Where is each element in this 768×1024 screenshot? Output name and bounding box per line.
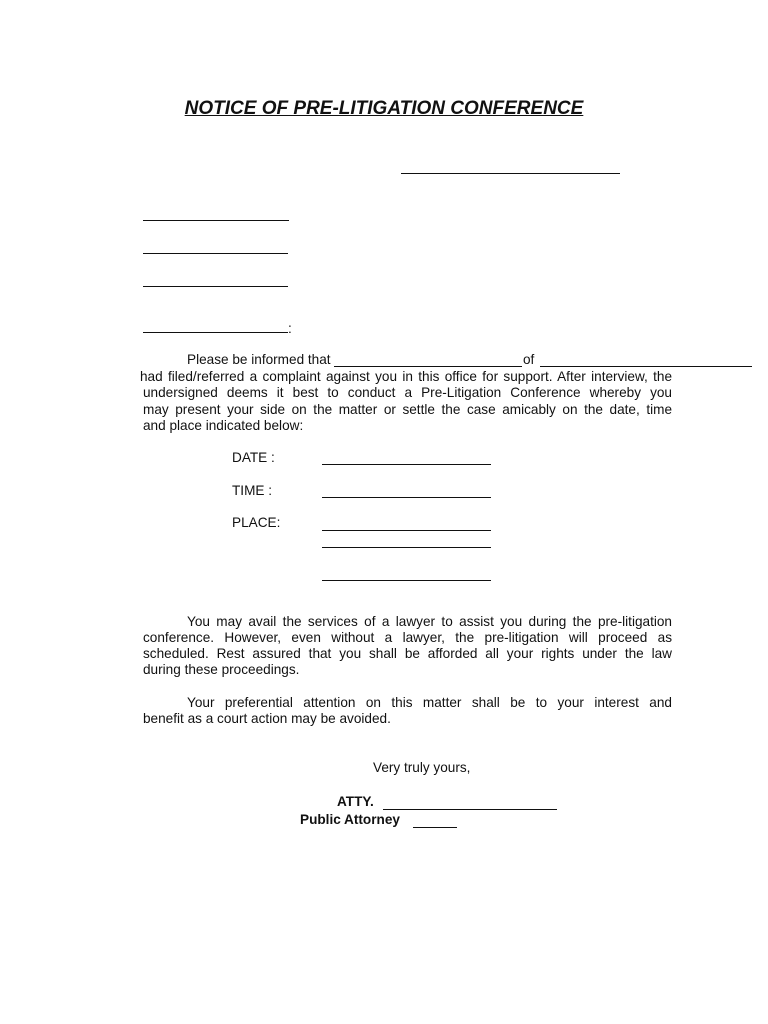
- conference-place-blank-1[interactable]: [322, 530, 491, 531]
- paragraph1-lead: Please be informed that: [187, 352, 331, 367]
- date-blank[interactable]: [401, 173, 620, 174]
- conference-date-blank[interactable]: [322, 464, 491, 465]
- paragraph1-line: may present your side on the matter or settle the case amicably on the date, time: [143, 402, 672, 417]
- time-label: TIME :: [232, 483, 273, 498]
- paragraph1-of: of: [523, 352, 535, 367]
- recipient-address-blank-1[interactable]: [143, 253, 288, 254]
- complainant-address-blank[interactable]: [540, 366, 752, 367]
- paragraph2-line: during these proceedings.: [143, 662, 300, 677]
- complainant-blank[interactable]: [334, 366, 522, 367]
- paragraph2-line: scheduled. Rest assured that you shall be afforded all your rights under the law: [143, 646, 672, 661]
- place-label: PLACE:: [232, 515, 281, 530]
- conference-place-blank-3[interactable]: [322, 580, 491, 581]
- paragraph3-line: Your preferential attention on this matter shall be to your interest and: [187, 695, 672, 710]
- closing: Very truly yours,: [373, 760, 471, 775]
- paragraph1-line: and place indicated below:: [143, 418, 304, 433]
- paragraph2-line: You may avail the services of a lawyer to assist you during the pre-litigation: [187, 614, 672, 629]
- conference-time-blank[interactable]: [322, 497, 491, 498]
- public-attorney-rank-blank[interactable]: [413, 827, 457, 828]
- public-attorney-label: Public Attorney: [300, 812, 400, 827]
- paragraph1-line: had filed/referred a complaint against you in this office for support. After interview, the: [140, 369, 672, 384]
- recipient-address-blank-2[interactable]: [143, 286, 288, 287]
- atty-label: ATTY.: [337, 794, 374, 809]
- document-title: NOTICE OF PRE-LITIGATION CONFERENCE: [184, 98, 584, 119]
- salutation-colon: :: [288, 321, 292, 336]
- attorney-name-blank[interactable]: [383, 809, 557, 810]
- paragraph3-line: benefit as a court action may be avoided.: [143, 711, 391, 726]
- recipient-name-blank[interactable]: [143, 220, 289, 221]
- date-label: DATE :: [232, 450, 275, 465]
- salutation-blank[interactable]: [143, 332, 288, 333]
- conference-place-blank-2[interactable]: [322, 547, 491, 548]
- paragraph2-line: conference. However, even without a lawyer, the pre-litigation will proceed as: [143, 630, 672, 645]
- paragraph1-line: undersigned deems it best to conduct a Pre-Litigation Conference whereby you: [143, 385, 672, 400]
